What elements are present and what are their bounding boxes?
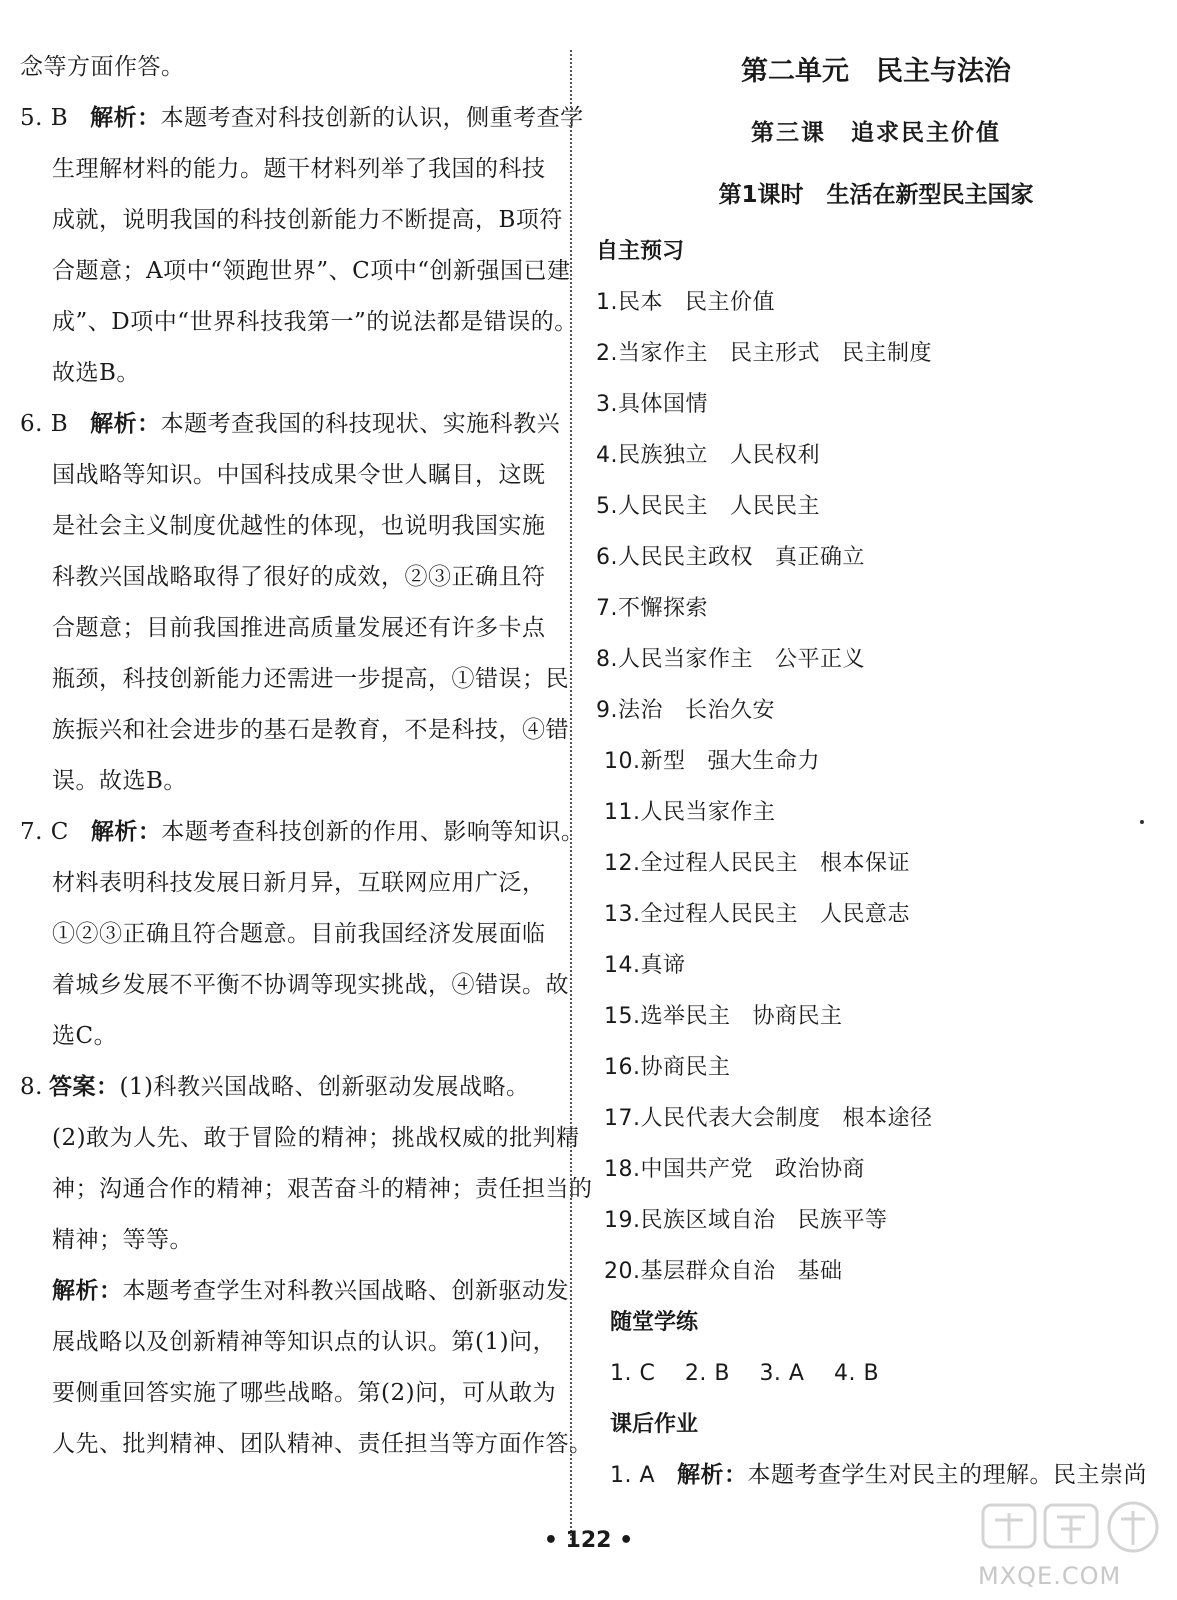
- answer-term: 民族平等: [797, 1208, 888, 1233]
- analysis-tag: 解析：: [90, 411, 161, 437]
- text-line: 瓶颈，科技创新能力还需进一步提高，①错误；民: [52, 666, 569, 692]
- left-column: [20, 42, 593, 1470]
- answer-term: 民主形式: [730, 341, 821, 366]
- watermark-text: MXQE.COM: [978, 1562, 1122, 1590]
- answer-term: 政治协商: [775, 1157, 866, 1182]
- answer-term: 协商民主: [752, 1004, 843, 1029]
- answer-term: 新型: [640, 749, 686, 774]
- preview-item: [596, 583, 1156, 634]
- answer-term: 强大生命力: [707, 749, 821, 774]
- text-line: 着城乡发展不平衡不协调等现实挑战，④错误。故: [52, 972, 569, 998]
- answer-term: 长治久安: [685, 698, 776, 723]
- text-line: 神；沟通合作的精神；艰苦奋斗的精神；责任担当的: [52, 1176, 593, 1202]
- answer-term: 不懈探索: [618, 596, 709, 621]
- preview-item: [596, 481, 1156, 532]
- text-line: (1)科教兴国战略、创新驱动发展战略。: [119, 1074, 530, 1100]
- answer-term: 人民权利: [730, 443, 821, 468]
- stray-mark: [1140, 820, 1144, 824]
- preview-item: [596, 532, 1156, 583]
- unit-title: 第二单元 民主与法治: [741, 56, 1011, 87]
- answer-term: 人民民主政权: [618, 545, 754, 570]
- question-number: 5. B: [20, 105, 69, 131]
- answer-item: 3. A: [759, 1361, 805, 1386]
- preview-item: [596, 1144, 1156, 1195]
- preview-item: [596, 889, 1156, 940]
- analysis-tag: 解析：: [677, 1462, 748, 1488]
- answer-term: 选举民主: [640, 1004, 731, 1029]
- text-line: 合题意；目前我国推进高质量发展还有许多卡点: [52, 615, 546, 641]
- item-number: 20.: [604, 1259, 641, 1284]
- section-heading-homework: 课后作业: [610, 1412, 699, 1437]
- answer-term: 具体国情: [618, 392, 709, 417]
- item-number: 9.: [596, 698, 618, 723]
- answer-term: 中国共产党: [640, 1157, 754, 1182]
- answer-term: 法治: [618, 698, 664, 723]
- text-line: 选C。: [52, 1023, 118, 1049]
- answer-item: 2. B: [684, 1361, 730, 1386]
- preview-item: [596, 379, 1156, 430]
- answer-term: 人民代表大会制度: [640, 1106, 821, 1131]
- lesson-title: 第三课 追求民主价值: [751, 119, 1001, 146]
- answer-term: 基础: [797, 1259, 843, 1284]
- item-number: 1.: [596, 290, 618, 315]
- item-number: 12.: [604, 851, 641, 876]
- preview-item: [596, 1042, 1156, 1093]
- answer-term: 民主价值: [685, 290, 776, 315]
- item-number: 13.: [604, 902, 641, 927]
- analysis-tag: 解析：: [90, 105, 161, 131]
- question-5: [20, 93, 584, 399]
- item-number: 17.: [604, 1106, 641, 1131]
- item-number: 19.: [604, 1208, 641, 1233]
- text-line: 科教兴国战略取得了很好的成效，②③正确且符: [52, 564, 546, 590]
- item-number: 16.: [604, 1055, 641, 1080]
- text-line: 成”、D项中“世界科技我第一”的说法都是错误的。: [52, 309, 578, 335]
- preview-item: [596, 1246, 1156, 1297]
- section-heading-preview: 自主预习: [596, 239, 685, 264]
- answer-term: 民族独立: [618, 443, 709, 468]
- answer-item: 1. C: [610, 1361, 656, 1386]
- item-number: 15.: [604, 1004, 641, 1029]
- item-number: 7.: [596, 596, 618, 621]
- text-line: 本题考查科技创新的作用、影响等知识。: [161, 819, 585, 845]
- text-line: 本题考查对科技创新的认识，侧重考查学: [160, 105, 584, 131]
- column-divider: [570, 50, 572, 1540]
- answer-term: 人民当家作主: [640, 800, 776, 825]
- preview-answer-list: [596, 277, 1156, 1297]
- answer-term: 公平正义: [775, 647, 866, 672]
- text-line: 国战略等知识。中国科技成果令世人瞩目，这既: [52, 462, 546, 488]
- text-line: 故选B。: [52, 360, 140, 386]
- item-number: 3.: [596, 392, 618, 417]
- item-number: 14.: [604, 953, 641, 978]
- page-number: • 122 •: [543, 1528, 634, 1553]
- text-line: (2)敢为人先、敢于冒险的精神；挑战权威的批判精: [52, 1125, 580, 1151]
- answer-term: 民族区域自治: [640, 1208, 776, 1233]
- item-number: 5.: [596, 494, 618, 519]
- item-number: 4.: [596, 443, 618, 468]
- text-line: 本题考查我国的科技现状、实施科教兴: [160, 411, 561, 437]
- preview-item: [596, 430, 1156, 481]
- answer-term: 全过程人民民主: [640, 902, 799, 927]
- item-number: 10.: [604, 749, 641, 774]
- item-number: 2.: [596, 341, 618, 366]
- item-number: 8.: [596, 647, 618, 672]
- answer-term: 真谛: [640, 953, 686, 978]
- text-line: 成就，说明我国的科技创新能力不断提高，B项符: [52, 207, 563, 233]
- preview-item: [596, 328, 1156, 379]
- text-line: 人先、批判精神、团队精神、责任担当等方面作答。: [52, 1431, 593, 1457]
- question-number: 1. A: [610, 1463, 656, 1488]
- analysis-tag: 解析：: [52, 1278, 123, 1304]
- answer-term: 根本途径: [842, 1106, 933, 1131]
- answer-term: 协商民主: [640, 1055, 731, 1080]
- question-number: 8.: [20, 1074, 43, 1100]
- preview-item: [596, 1093, 1156, 1144]
- preview-item: [596, 634, 1156, 685]
- answer-item: 4. B: [833, 1361, 880, 1386]
- preview-item: [596, 838, 1156, 889]
- text-line: 要侧重回答实施了哪些战略。第(2)问，可从敢为: [52, 1380, 557, 1406]
- text-line: 族振兴和社会进步的基石是教育，不是科技，④错: [52, 717, 569, 743]
- text-line: 是社会主义制度优越性的体现，也说明我国实施: [52, 513, 546, 539]
- answer-term: 人民民主: [618, 494, 709, 519]
- text-line: 精神；等等。: [52, 1227, 193, 1253]
- answer-term: 人民民主: [730, 494, 821, 519]
- answer-term: 真正确立: [775, 545, 866, 570]
- question-6: [20, 399, 569, 807]
- question-number: 6. B: [20, 411, 69, 437]
- section-heading-practice: 随堂学练: [610, 1310, 699, 1335]
- answer-term: 基层群众自治: [640, 1259, 776, 1284]
- item-number: 18.: [604, 1157, 641, 1182]
- text-line: 误。故选B。: [52, 768, 187, 794]
- preview-item: [596, 736, 1156, 787]
- answer-term: 人民意志: [820, 902, 911, 927]
- answer-term: 根本保证: [820, 851, 911, 876]
- question-8: [20, 1062, 593, 1470]
- preview-item: [596, 940, 1156, 991]
- preview-item: [596, 685, 1156, 736]
- answer-tag: 答案：: [48, 1074, 120, 1100]
- text-line: 念等方面作答。: [20, 54, 185, 80]
- item-number: 11.: [604, 800, 641, 825]
- answer-term: 当家作主: [618, 341, 709, 366]
- question-7: [20, 807, 585, 1062]
- answer-term: 人民当家作主: [618, 647, 754, 672]
- right-column: [596, 42, 1156, 1501]
- answer-term: 民本: [618, 290, 664, 315]
- analysis-tag: 解析：: [90, 819, 162, 845]
- preview-item: [596, 991, 1156, 1042]
- question-number: 7. C: [20, 819, 69, 845]
- item-number: 6.: [596, 545, 618, 570]
- practice-answers: [596, 1348, 1156, 1399]
- answer-term: 全过程人民民主: [640, 851, 799, 876]
- preview-item: [596, 1195, 1156, 1246]
- text-line: 生理解材料的能力。题干材料列举了我国的科技: [52, 156, 546, 182]
- text-line: ①②③正确且符合题意。目前我国经济发展面临: [52, 921, 546, 947]
- text-line: 材料表明科技发展日新月异，互联网应用广泛，: [52, 870, 546, 896]
- text-line: 本题考查学生对民主的理解。民主崇尚: [747, 1462, 1148, 1488]
- preview-item: [596, 277, 1156, 328]
- text-line: 展战略以及创新精神等知识点的认识。第(1)问，: [52, 1329, 557, 1355]
- preview-item: [596, 787, 1156, 838]
- period-title: 第1课时 生活在新型民主国家: [718, 182, 1034, 208]
- answer-term: 民主制度: [842, 341, 933, 366]
- text-line: 本题考查学生对科教兴国战略、创新驱动发: [122, 1278, 569, 1304]
- text-line: 合题意；A项中“领跑世界”、C项中“创新强国已建: [52, 258, 571, 284]
